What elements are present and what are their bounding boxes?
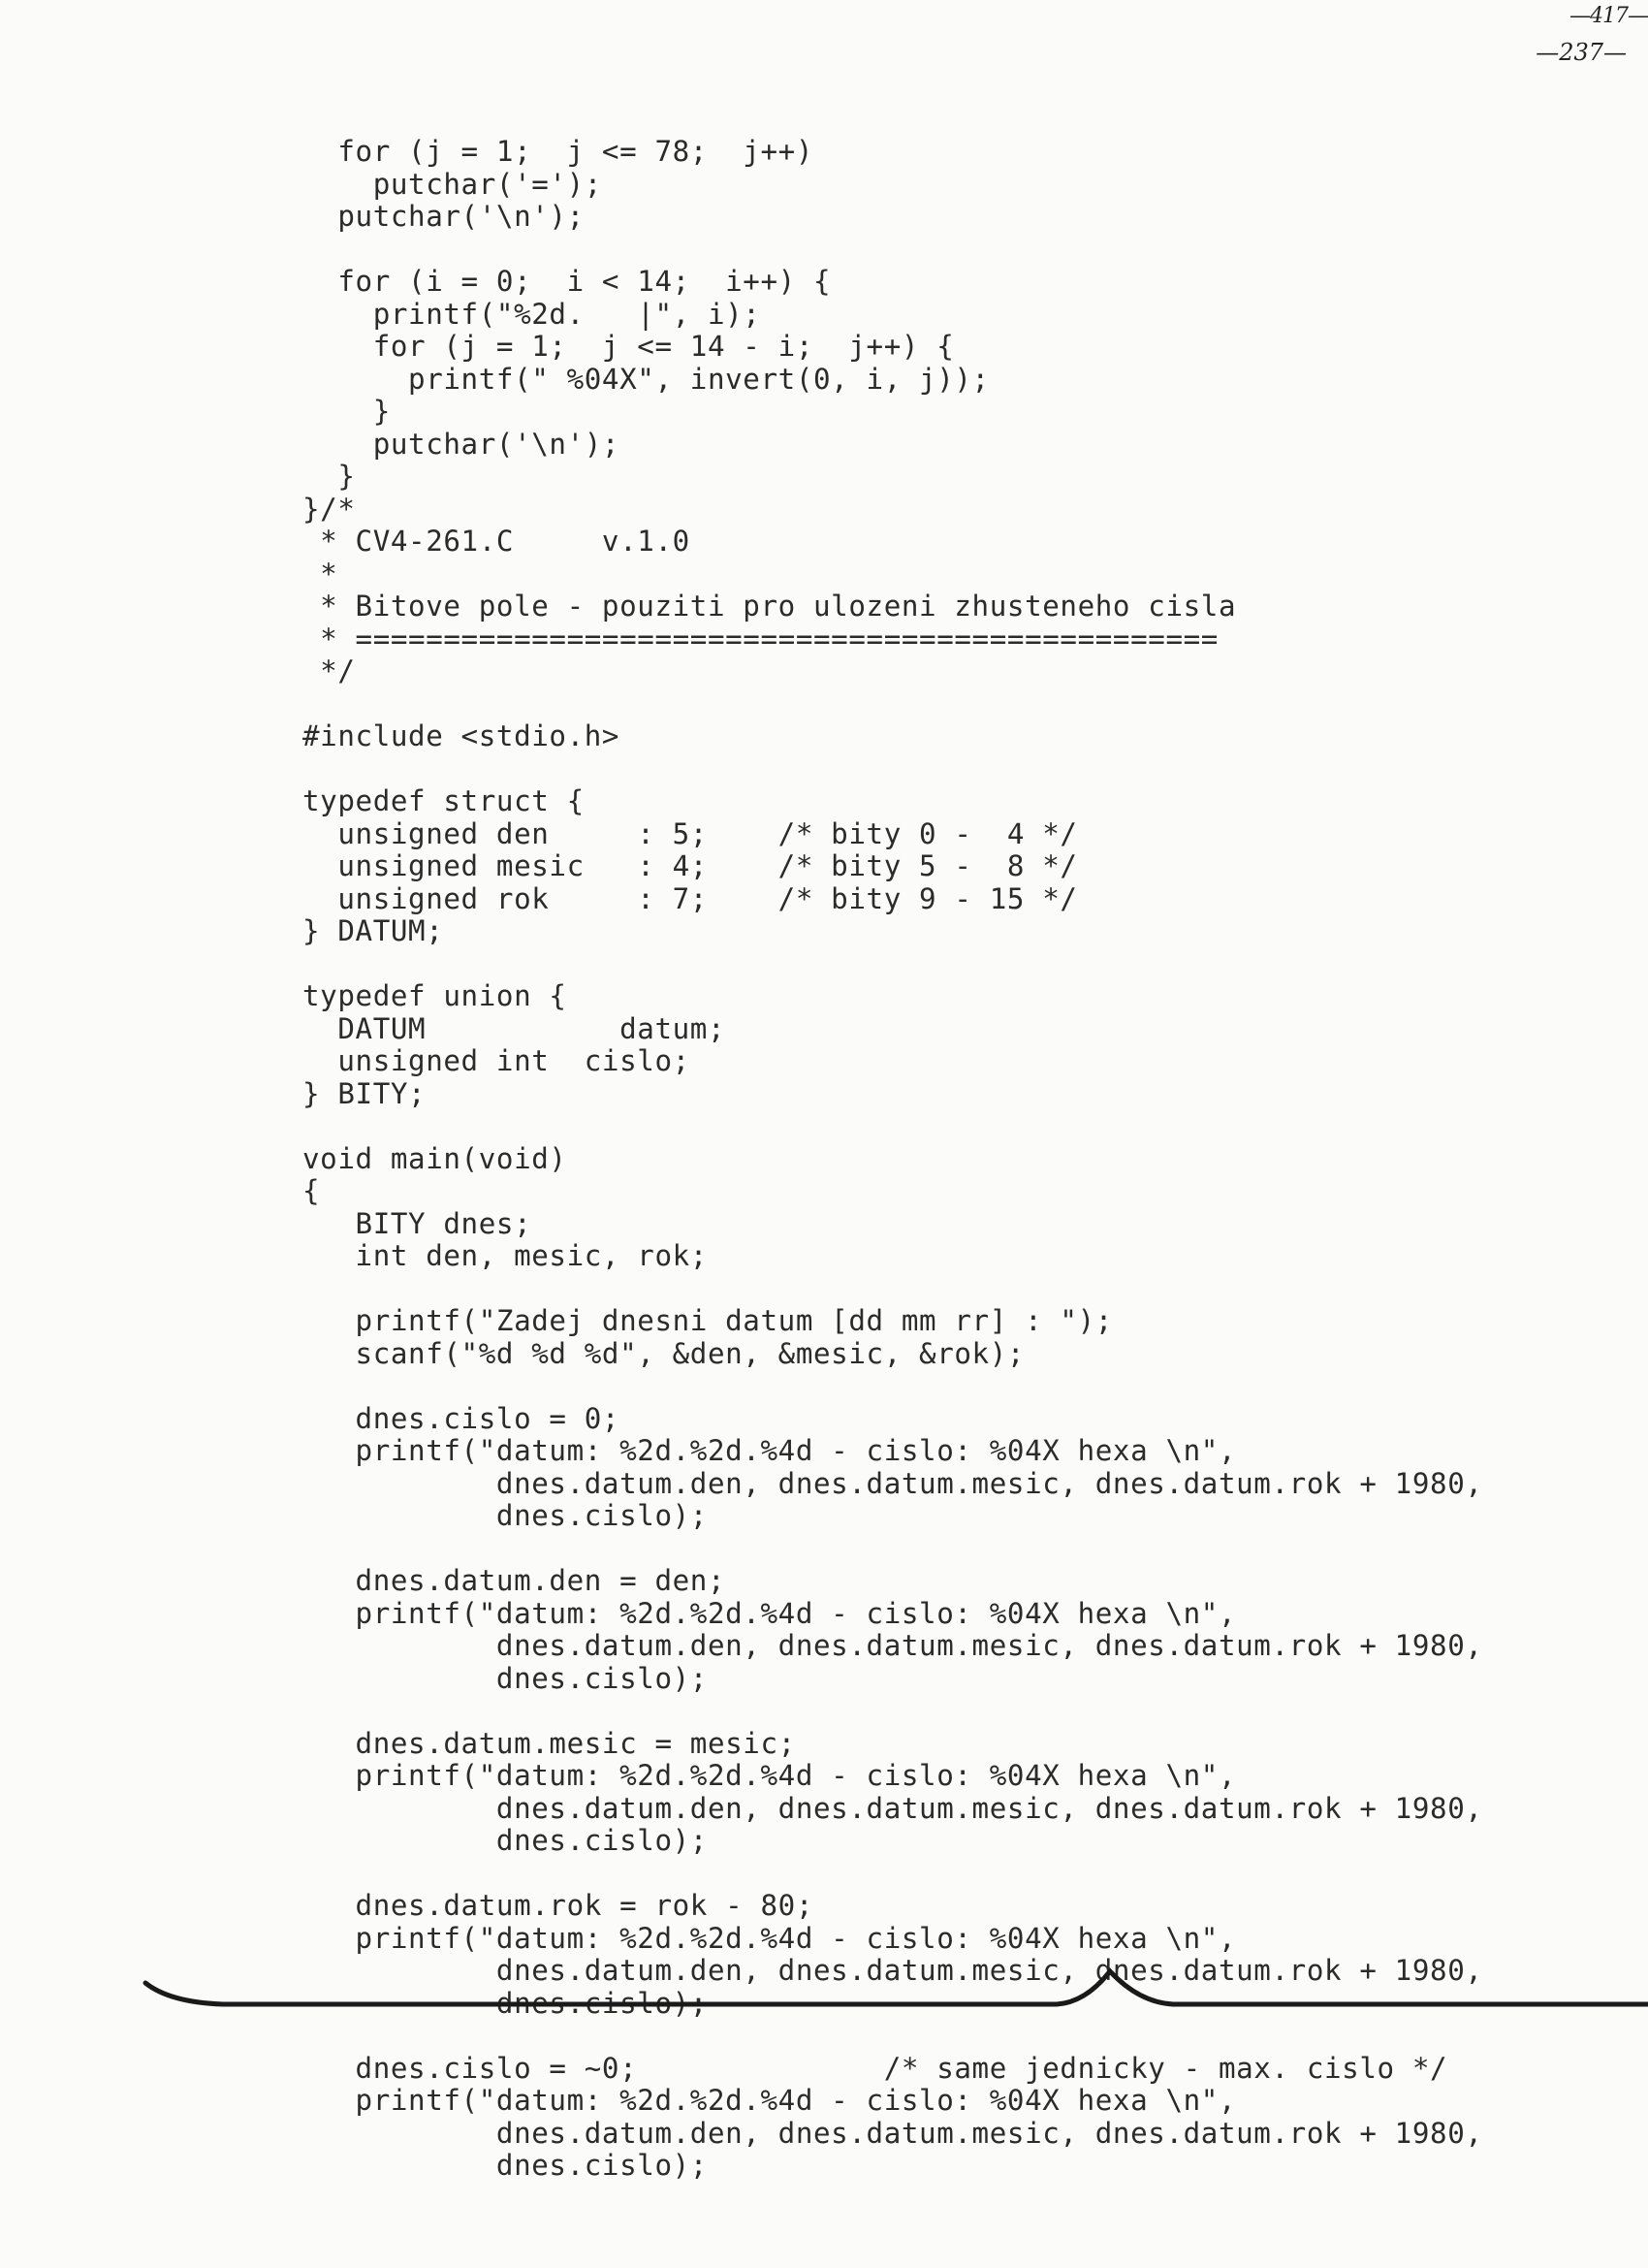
code-line (302, 1858, 1483, 1891)
code-line (302, 1370, 1483, 1403)
code-line: * CV4-261.C v.1.0 (302, 525, 690, 558)
code-line: } DATUM; (302, 914, 444, 947)
code-line: int den, mesic, rok; (302, 1239, 708, 1272)
code-line: dnes.datum.den = den; (302, 1564, 726, 1597)
code-line (302, 1273, 1483, 1306)
code-line (302, 1695, 1483, 1728)
code-line: BITY dnes; (302, 1206, 532, 1240)
code-line (302, 688, 1483, 721)
code-line: dnes.cislo); (302, 1499, 708, 1532)
code-line: { (302, 1174, 321, 1207)
code-line: * Bitove pole - pouziti pro ulozeni zhusteneho cisla (302, 590, 1237, 623)
code-line: printf("%2d. |", i); (302, 297, 761, 331)
code-line: unsigned int cislo; (302, 1044, 690, 1077)
code-line: printf("Zadej dnesni datum [dd mm rr] : "); (302, 1304, 1113, 1337)
code-line: dnes.cislo = ~0; /* same jednicky - max. cislo */ (302, 2051, 1448, 2085)
bottom-bracket-rule (0, 1954, 1648, 2060)
code-line (302, 234, 1483, 267)
code-line: for (j = 1; j <= 14 - i; j++) { (302, 330, 955, 363)
bracket-line (145, 1971, 1648, 2004)
code-line: } BITY; (302, 1076, 427, 1110)
code-line: printf("datum: %2d.%2d.%4d - cislo: %04X hexa \n", (302, 1434, 1237, 1467)
code-line: for (j = 1; j <= 78; j++) (302, 135, 813, 168)
code-line: scanf("%d %d %d", &den, &mesic, &rok); (302, 1336, 1026, 1370)
code-line (302, 1533, 1483, 1566)
code-line: typedef union { (302, 979, 567, 1012)
code-line: putchar('\n'); (302, 427, 620, 461)
code-line: unsigned mesic : 4; /* bity 5 - 8 */ (302, 849, 1078, 882)
code-line (302, 1110, 1483, 1143)
code-line: typedef struct { (302, 784, 585, 817)
code-line: dnes.datum.den, dnes.datum.mesic, dnes.datum.rok + 1980, (302, 1954, 1483, 1987)
code-line: dnes.datum.den, dnes.datum.mesic, dnes.datum.rok + 1980, (302, 1466, 1483, 1500)
code-line: dnes.cislo = 0; (302, 1401, 620, 1435)
code-line: dnes.datum.mesic = mesic; (302, 1726, 796, 1760)
code-line: for (i = 0; i < 14; i++) { (302, 265, 832, 298)
code-line: * ================================================= (302, 622, 1219, 655)
code-line: unsigned den : 5; /* bity 0 - 4 */ (302, 816, 1078, 850)
code-line: }/* (302, 492, 356, 526)
code-line: DATUM datum; (302, 1011, 726, 1045)
code-line (302, 753, 1483, 786)
code-line: #include <stdio.h> (302, 719, 620, 752)
code-listing (302, 136, 1483, 2183)
code-line: dnes.cislo); (302, 1661, 708, 1695)
code-line: */ (302, 655, 356, 687)
code-line: printf("datum: %2d.%2d.%4d - cislo: %04X hexa \n", (302, 1921, 1237, 1955)
code-line: dnes.datum.den, dnes.datum.mesic, dnes.datum.rok + 1980, (302, 1791, 1483, 1825)
code-line: putchar('\n'); (302, 200, 585, 233)
code-line: } (302, 395, 391, 428)
code-line: dnes.datum.den, dnes.datum.mesic, dnes.datum.rok + 1980, (302, 1629, 1483, 1662)
code-line: dnes.cislo); (302, 1986, 708, 2020)
code-line: printf("datum: %2d.%2d.%4d - cislo: %04X hexa \n", (302, 1596, 1237, 1630)
code-line: dnes.datum.den, dnes.datum.mesic, dnes.datum.rok + 1980, (302, 2116, 1483, 2150)
code-line: dnes.cislo); (302, 2149, 708, 2182)
code-line: printf("datum: %2d.%2d.%4d - cislo: %04X hexa \n", (302, 2084, 1237, 2117)
page-number-top: —417— (1569, 4, 1648, 28)
code-line (302, 948, 1483, 981)
code-line: printf("datum: %2d.%2d.%4d - cislo: %04X hexa \n", (302, 1759, 1237, 1792)
code-line: void main(void) (302, 1141, 567, 1175)
code-line: putchar('='); (302, 167, 602, 201)
code-line: * (302, 557, 338, 591)
code-line: } (302, 460, 356, 493)
page-number: —237— (1536, 39, 1627, 66)
code-line: dnes.datum.rok = rok - 80; (302, 1889, 813, 1922)
code-line: printf(" %04X", invert(0, i, j)); (302, 362, 990, 396)
code-line: dnes.cislo); (302, 1824, 708, 1857)
code-line: unsigned rok : 7; /* bity 9 - 15 */ (302, 881, 1078, 915)
